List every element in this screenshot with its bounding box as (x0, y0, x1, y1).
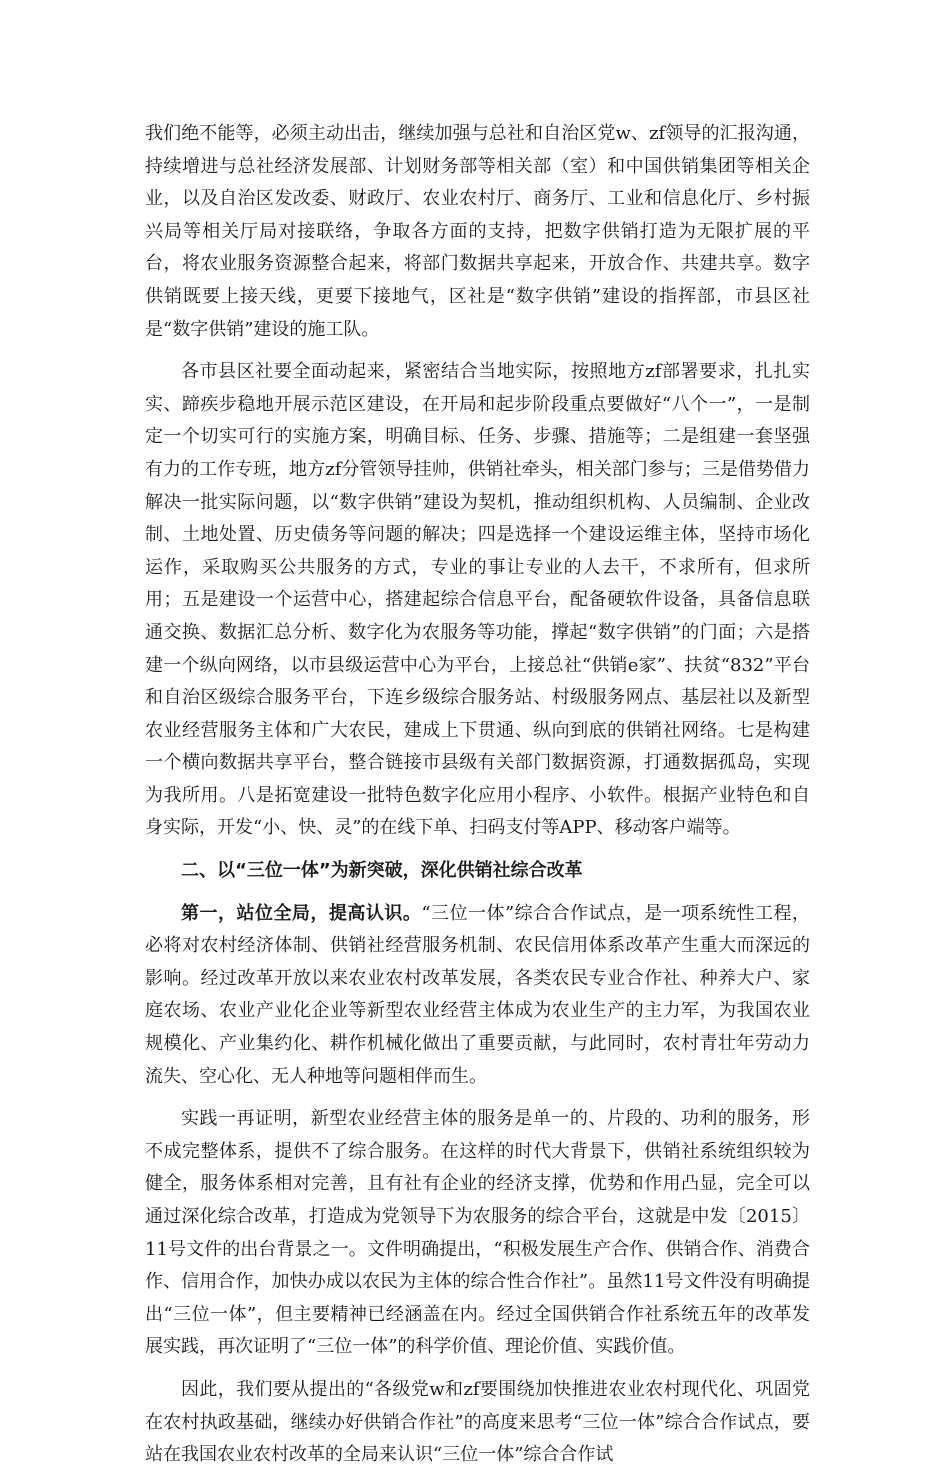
paragraph-3-body: “三位一体”综合合作试点，是一项系统性工程，必将对农村经济体制、供销社经营服务机制、农民信用体系改革产生重大而深远的影响。经过改革开放以来农业农村改革发展，各类农民专业合作社、种养大户、家庭农场、农业产业化企业等新型农业经营主体成为农业生产的主力军，为我国农业规模化、产业集约化、耕作机械化做出了重要贡献，与此同时，农村青壮年劳动力流失、空心化、无人种地等问题相伴而生。 (145, 902, 810, 1087)
section-heading-2: 二、以“三位一体”为新突破，深化供销社综合改革 (181, 860, 583, 882)
paragraph-1: 我们绝不能等，必须主动出击，继续加强与总社和自治区党w、zf领导的汇报沟通，持续增进与总社经济发展部、计划财务部等相关部（室）和中国供销集团等相关企业，以及自治区发改委、财政厅、农业农村厅、商务厅、工业和信息化厅、乡村振兴局等相关厅局对接联络，争取各方面的支持，把数字供销打造为无限扩展的平台，将农业服务资源整合起来，将部门数据共享起来，开放合作、共建共享。数字供销既要上接天线，更要下接地气，区社是“数字供销”建设的指挥部，市县区社是“数字供销”建设的施工队。 (145, 123, 810, 340)
paragraph-4: 实践一再证明，新型农业经营主体的服务是单一的、片段的、功利的服务，形不成完整体系，提供不了综合服务。在这样的时代大背景下，供销社系统组织较为健全，服务体系相对完善，且有社有企业的经济支撑，优势和作用凸显，完全可以通过深化综合改革，打造成为党领导下为农服务的综合平台，这就是中发〔2015〕11号文件的出台背景之一。文件明确提出，“积极发展生产合作、供销合作、消费合作、信用合作，加快办成以农民为主体的综合性合作社”。虽然11号文件没有明确提出“三位一体”，但主要精神已经涵盖在内。经过全国供销合作社系统五年的改革发展实践，再次证明了“三位一体”的科学价值、理论价值、实践价值。 (145, 1108, 810, 1358)
document-page (145, 118, 810, 1482)
paragraph-5: 因此，我们要从提出的“各级党w和zf要围绕加快推进农业农村现代化、巩固党在农村执政基础，继续办好供销合作社”的高度来思考“三位一体”综合合作试点，要站在我国农业农村改革的全局来认识“三位一体”综合合作试 (145, 1378, 810, 1466)
paragraph-3 (145, 898, 810, 1094)
paragraph-3-lead: 第一，站位全局，提高认识。 (181, 902, 422, 924)
paragraph-2: 各市县区社要全面动起来，紧密结合当地实际，按照地方zf部署要求，扎扎实实、蹄疾步稳地开展示范区建设，在开局和起步阶段重点要做好“八个一”，一是制定一个切实可行的实施方案，明确目标、任务、步骤、措施等；二是组建一套坚强有力的工作专班，地方zf分管领导挂帅，供销社牵头，相关部门参与；三是借势借力解决一批实际问题，以“数字供销”建设为契机，推动组织机构、人员编制、企业改制、土地处置、历史债务等问题的解决；四是选择一个建设运维主体，坚持市场化运作，采取购买公共服务的方式，专业的事让专业的人去干，不求所有，但求所用；五是建设一个运营中心，搭建起综合信息平台，配备硬软件设备，具备信息联通交换、数据汇总分析、数字化为农服务等功能，撑起“数字供销”的门面；六是搭建一个纵向网络，以市县级运营中心为平台，上接总社“供销e家”、扶贫“832”平台和自治区级综合服务平台，下连乡级综合服务站、村级服务网点、基层社以及新型农业经营服务主体和广大农民，建成上下贯通、纵向到底的供销社网络。七是构建一个横向数据共享平台，整合链接市县级有关部门数据资源，打通数据孤岛，实现为我所用。八是拓宽建设一批特色数字化应用小程序、小软件。根据产业特色和自身实际，开发“小、快、灵”的在线下单、扫码支付等APP、移动客户端等。 (145, 361, 810, 839)
